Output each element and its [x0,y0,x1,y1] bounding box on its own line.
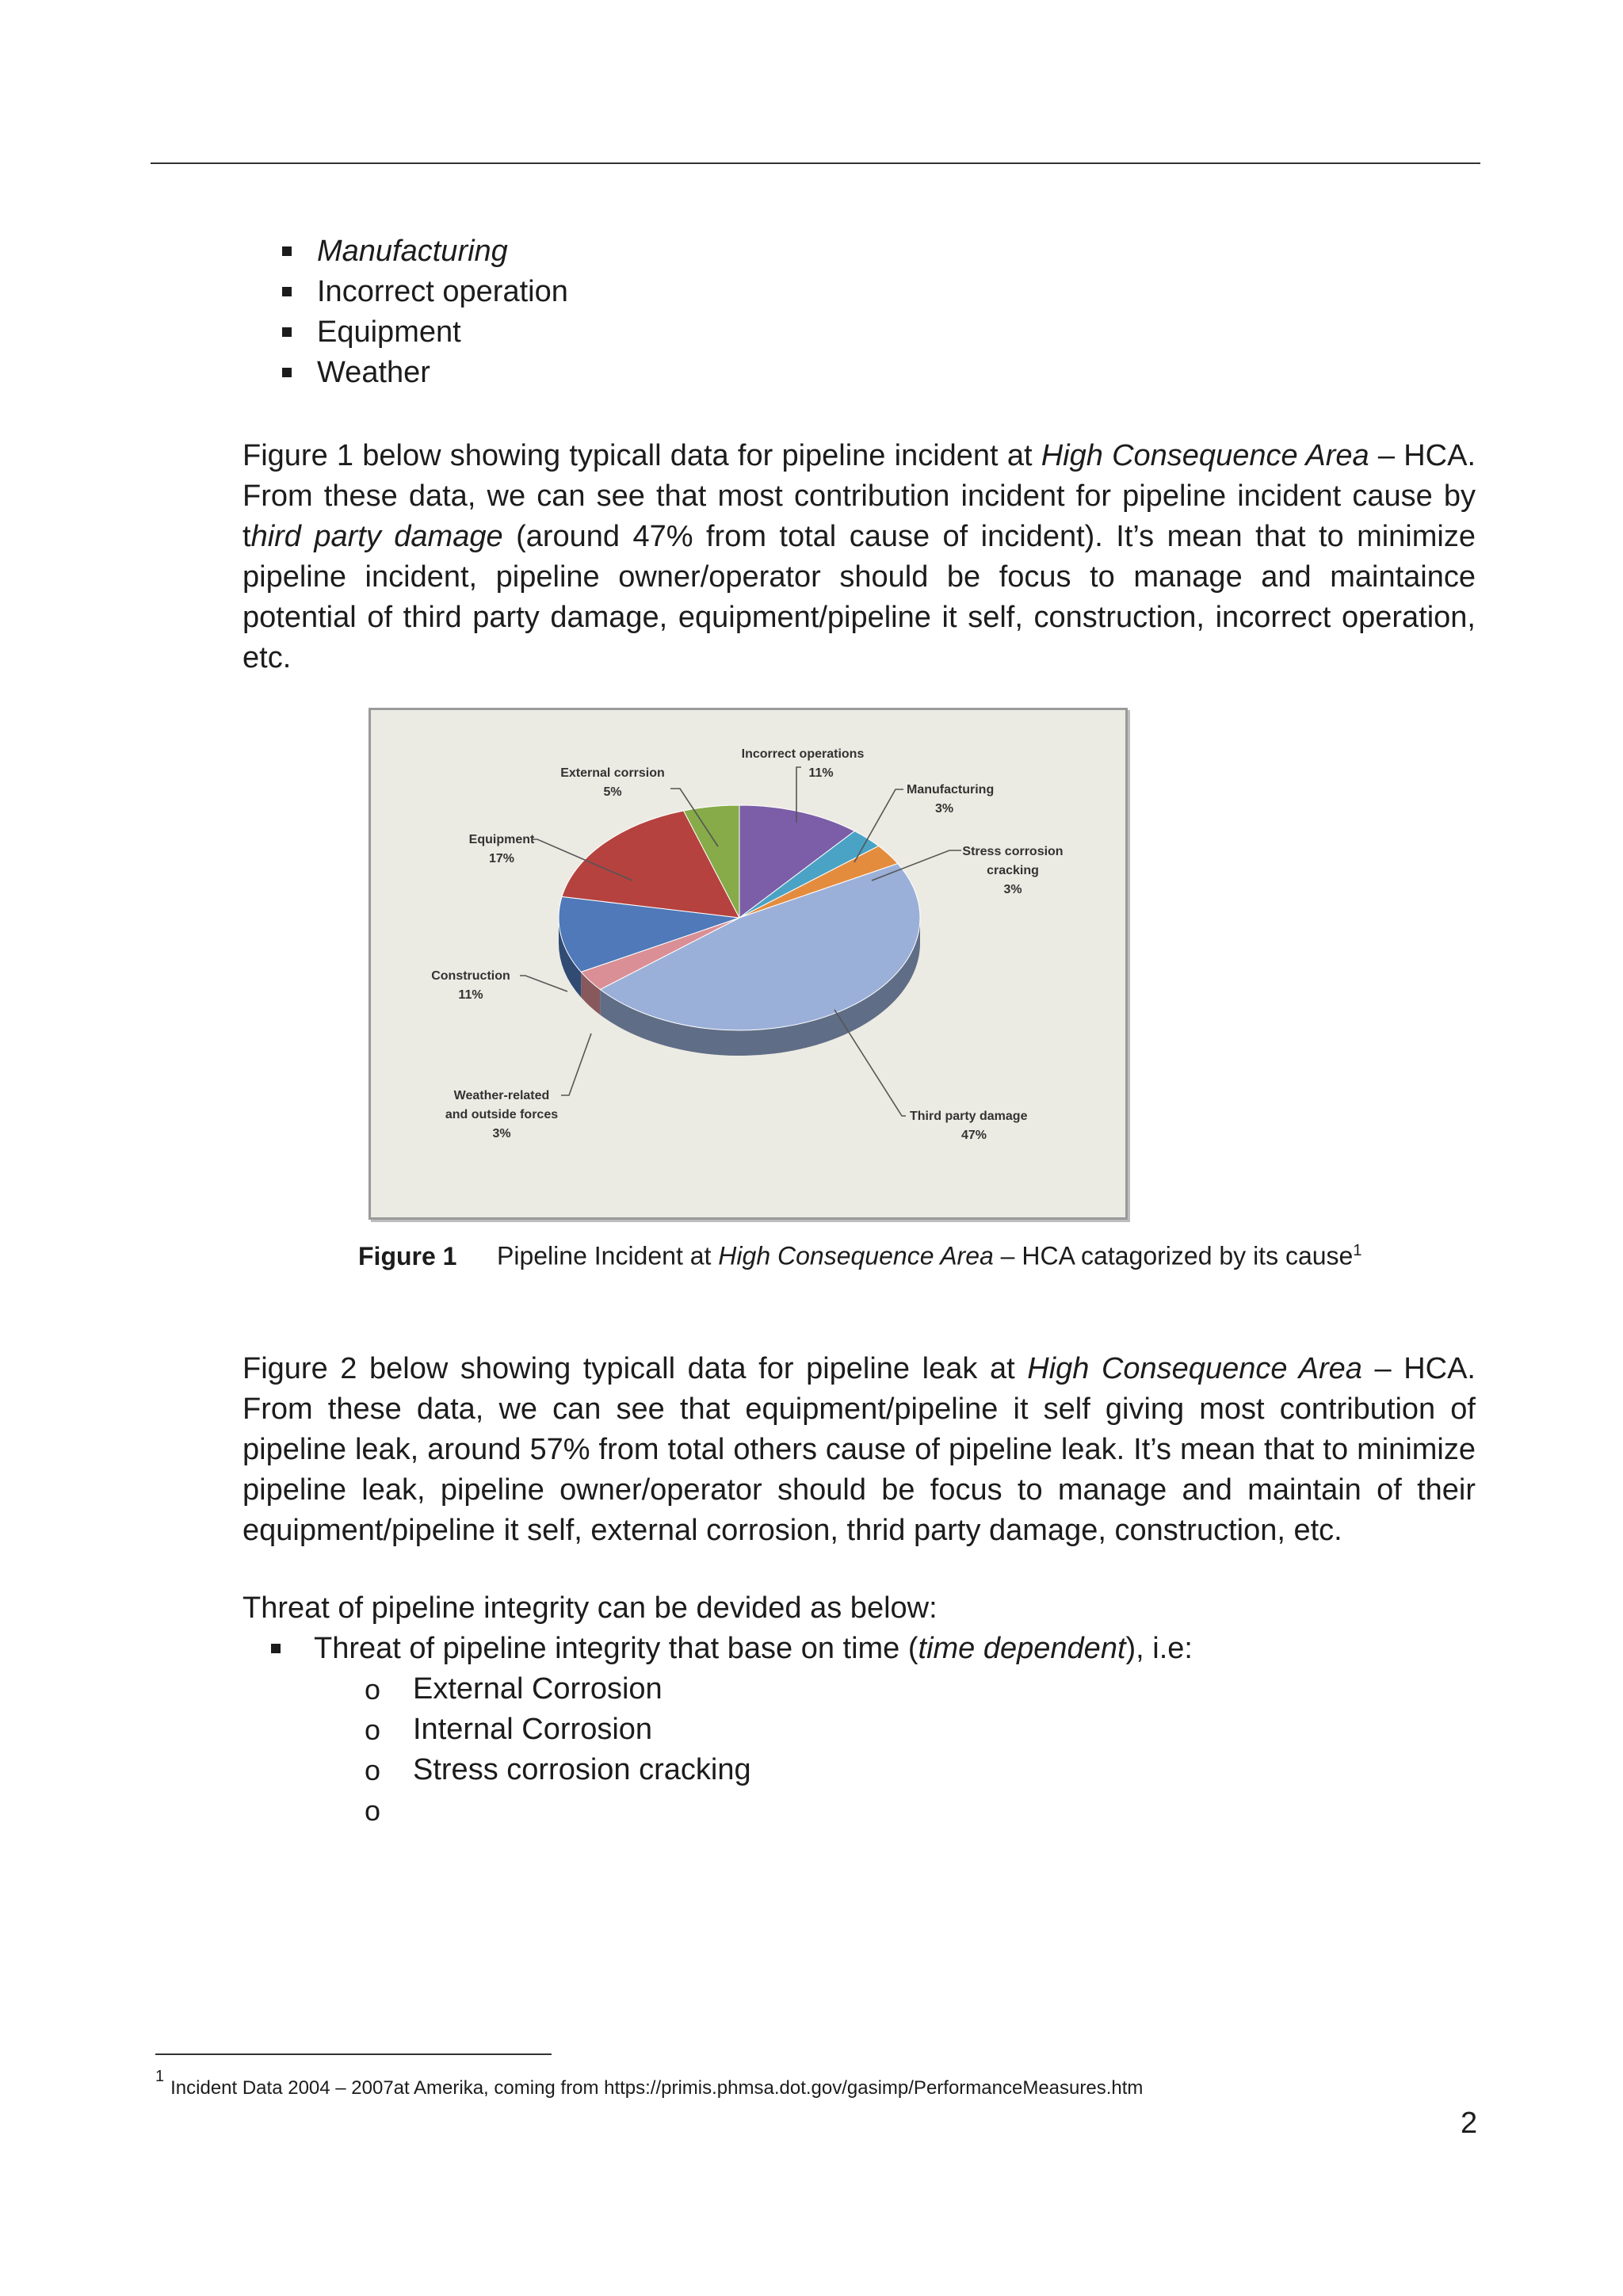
paragraph-figure1-intro: Figure 1 below showing typicall data for pipeline incident at High Consequence Area – HCA. From these data, we can see that most contribution incident for pipeline incident cause by third party damage (around 47% from total cause of incident). It’s mean that to minimize pipeline incident, pipeline owner/operator should be focus to manage and maintaince potential of third party damage, equipment/pipeline it self, construction, incorrect operation, etc. [242,439,1476,674]
list-item: Manufacturing [238,231,568,272]
threat-bullet-list [238,1629,1193,1831]
figure-1-caption: Figure 1 Pipeline Incident at High Consequence Area – HCA catagorized by its cause$^1$ [358,1241,1362,1270]
figure-1-pie-chart [369,708,1128,1220]
data-label-weather: Weather-related and outside forces 3% [445,1089,559,1140]
sub-list-item: o Stress corrosion cracking [238,1750,1193,1790]
sub-list-item: o External Corrosion [238,1669,1193,1710]
paragraph-figure2-intro: Figure 2 below showing typicall data for pipeline leak at High Consequence Area – HCA. From these data, we can see that equipment/pipeline it self giving most contribution of pipeline leak, around 57% from total others cause of pipeline leak. It’s mean that to minimize pipeline leak, pipeline owner/operator should be focus to manage and maintain of their equipment/pipeline it self, external corrosion, thrid party damage, construction, etc. [242,1352,1476,1547]
page-number: 2 [1461,2107,1478,2140]
data-label-manufacturing: Manufacturing 3% [907,783,995,816]
data-label-stress: Stress corrosion cracking 3% [962,845,1064,896]
cause-bullet-list [238,231,568,393]
data-label-third: Third party damage 47% [910,1110,1028,1142]
data-label-external: External corrsion 5% [560,766,665,799]
sub-list-item: o Internal Corrosion [238,1710,1193,1750]
paragraph-threat-intro: Threat of pipeline integrity can be devided as below: [242,1591,938,1625]
pie-chart-svg [371,710,1125,1217]
list-item: Weather [238,353,568,393]
leader-line-construction [520,976,567,991]
header-rule [151,162,1480,164]
sub-list-item [238,1790,1193,1831]
data-label-incorrect: Incorrect operations 11% [741,747,865,780]
time-dependent-sub-list [314,1669,1193,1831]
list-item: Equipment [238,312,568,353]
list-item: Threat of pipeline integrity that base on time (time dependent), i.e: o External Corrosion o Internal Corrosion o Stress corrosion cracking o [238,1629,1193,1831]
footnote: $^1$Incident Data 2004 – 2007at Amerika, coming from https://primis.phmsa.dot.gov/gasimp/PerformanceMeasures.htm [155,2068,1144,2099]
data-label-equipment: Equipment 17% [468,833,535,865]
list-item: Incorrect operation [238,272,568,312]
data-label-construction: Construction 11% [431,969,510,1002]
footnote-rule [155,2053,552,2055]
leader-line-weather [561,1033,591,1095]
leader-line-third [834,1010,906,1116]
